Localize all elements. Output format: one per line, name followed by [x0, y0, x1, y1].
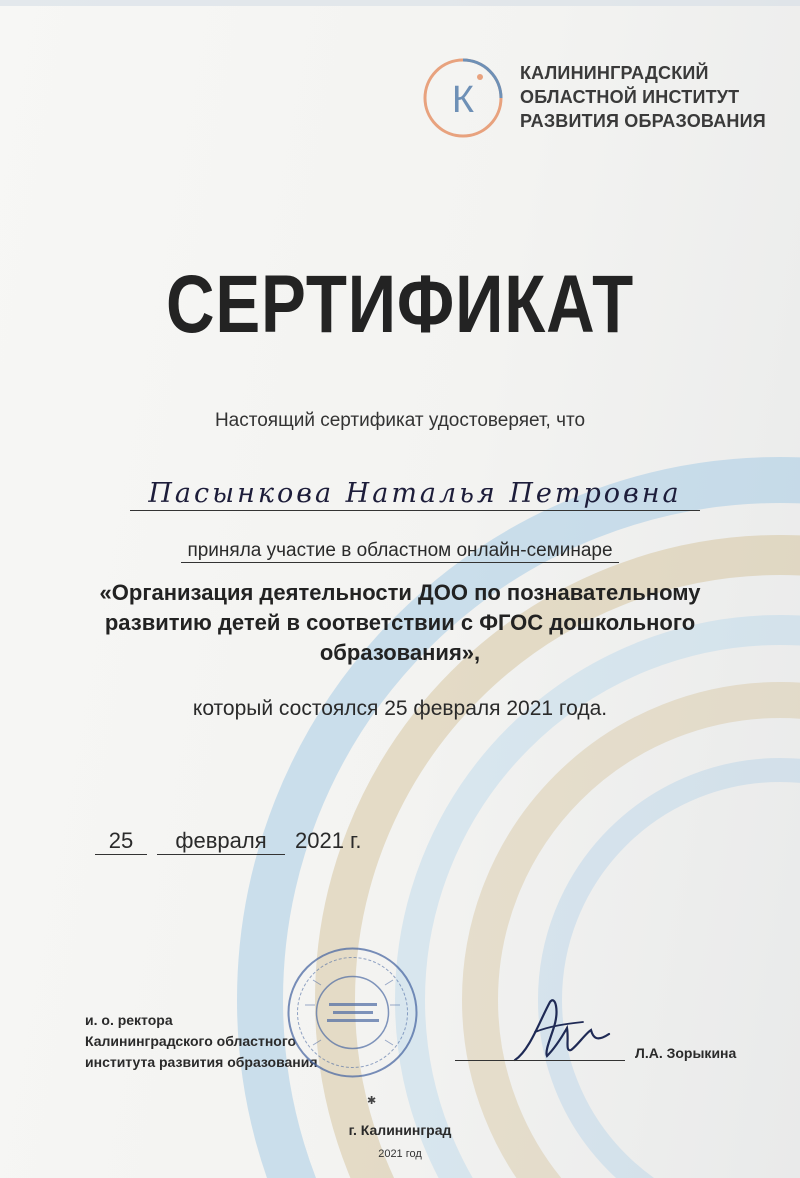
issue-city: г. Калининград: [348, 1122, 452, 1138]
seminar-topic-line3: образования»,: [319, 640, 481, 665]
issue-month: февраля: [157, 828, 285, 855]
signatory-line3: института развития образования: [85, 1054, 318, 1070]
signature-line: [455, 1060, 625, 1061]
issue-year: 2021 г.: [295, 828, 362, 853]
seminar-topic-line1: «Организация деятельности ДОО по познавательному: [99, 580, 701, 605]
signatory-line1: и. о. ректора: [85, 1012, 173, 1028]
recipient-name: Пасынкова Наталья Петровна: [148, 478, 682, 509]
institute-logo-mark: [420, 55, 506, 141]
recipient-name-underline: [130, 510, 700, 511]
intro-text: Настоящий сертификат удостоверяет, что: [214, 410, 586, 431]
signatory-title: [85, 1010, 318, 1073]
handwritten-signature: [505, 990, 615, 1070]
participation-text: [0, 540, 800, 562]
signer-name: Л.А. Зорыкина: [635, 1045, 737, 1061]
issue-year-footer: 2021 год: [378, 1148, 422, 1160]
official-seal: [285, 945, 420, 1080]
event-date-text: который состоялся 25 февраля 2021 года.: [192, 697, 608, 720]
seminar-topic-line2: развитию детей в соответствии с ФГОС дошкольного: [104, 610, 696, 635]
signatory-line2: Калининградского областного: [85, 1033, 297, 1049]
institute-name: [520, 61, 766, 133]
participation-line: приняла участие в областном онлайн-семинаре: [181, 540, 618, 563]
star-icon: ✱: [367, 1095, 377, 1107]
institute-name-line1: КАЛИНИНГРАДСКИЙ: [520, 63, 709, 83]
institute-name-line3: РАЗВИТИЯ ОБРАЗОВАНИЯ: [520, 111, 766, 131]
certificate-title: СЕРТИФИКАТ: [165, 259, 635, 350]
issue-day: 25: [95, 828, 147, 855]
seminar-topic: [40, 578, 760, 668]
logo-letter: К: [451, 79, 475, 121]
institute-logo: [420, 55, 766, 145]
institute-name-line2: ОБЛАСТНОЙ ИНСТИТУТ: [520, 87, 740, 107]
